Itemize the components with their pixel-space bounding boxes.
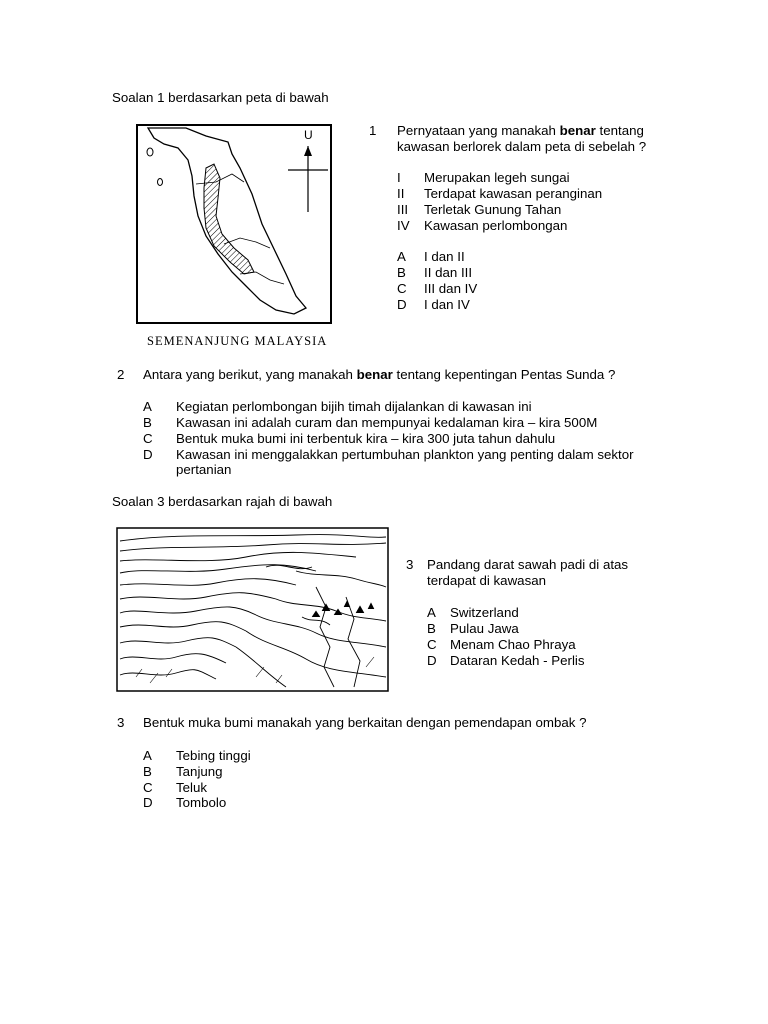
q3a-option-text: Pulau Jawa [450, 621, 519, 636]
q1-statement-roman: I [397, 170, 401, 185]
q1-option-text: III dan IV [424, 281, 478, 296]
q3b-option-letter: C [143, 780, 153, 795]
q1-option-letter: A [397, 249, 406, 264]
q1-stem-line2: kawasan berlorek dalam peta di sebelah ? [397, 139, 647, 154]
north-label: U [304, 128, 313, 142]
q1-option-letter: B [397, 265, 406, 280]
map-drawing [136, 124, 332, 324]
terrace-drawing [116, 527, 389, 692]
q3b-option-text: Tebing tinggi [176, 748, 251, 763]
q2-option-letter: D [143, 447, 153, 462]
q1-option-letter: D [397, 297, 407, 312]
island [147, 148, 153, 156]
q3b-option-text: Teluk [176, 780, 208, 795]
q1-stem-pre: Pernyataan yang manakah [397, 123, 560, 138]
q2-option-text: Kegiatan perlombongan bijih timah dijalankan di kawasan ini [176, 399, 532, 414]
q3b-number: 3 [117, 715, 125, 730]
q2-option-text: Bentuk muka bumi ini terbentuk kira – kira 300 juta tahun dahulu [176, 431, 556, 446]
rice-terrace-illustration [116, 527, 389, 692]
q2-option-letter: C [143, 431, 153, 446]
q2-option-letter: B [143, 415, 152, 430]
q3a-option-letter: B [427, 621, 436, 636]
q1-option-text: I dan II [424, 249, 465, 264]
q1-option-text: I dan IV [424, 297, 470, 312]
q2-stem-post: tentang kepentingan Pentas Sunda ? [392, 367, 616, 382]
q2-stem [143, 367, 615, 383]
q1-option-letter: C [397, 281, 407, 296]
peninsula-outline [148, 128, 306, 314]
section3-intro: Soalan 3 berdasarkan rajah di bawah [112, 494, 333, 509]
map-caption: SEMENANJUNG MALAYSIA [147, 334, 328, 348]
q2-option-text: Kawasan ini adalah curam dan mempunyai kedalaman kira – kira 500M [176, 415, 598, 430]
q3b-option-letter: A [143, 748, 152, 763]
q1-statement-roman: II [397, 186, 405, 201]
q3b-option-text: Tanjung [176, 764, 223, 779]
q1-stem-post: tentang [595, 123, 644, 138]
section1-intro: Soalan 1 berdasarkan peta di bawah [112, 90, 329, 105]
q2-number: 2 [117, 367, 125, 382]
q2-option-letter: A [143, 399, 152, 414]
q2-stem-pre: Antara yang berikut, yang manakah [143, 367, 357, 382]
north-arrow-head [304, 146, 312, 156]
q3b-option-letter: D [143, 795, 153, 810]
q3b-option-letter: B [143, 764, 152, 779]
q2-option-text: Kawasan ini menggalakkan pertumbuhan plankton yang penting dalam sektor [176, 447, 634, 462]
q2-option-text-cont: pertanian [176, 462, 232, 477]
q1-statement-text: Kawasan perlombongan [424, 218, 568, 233]
q3a-option-letter: D [427, 653, 437, 668]
q1-option-text: II dan III [424, 265, 473, 280]
q3a-option-letter: A [427, 605, 436, 620]
q3a-option-letter: C [427, 637, 437, 652]
q3a-option-text: Dataran Kedah - Perlis [450, 653, 585, 668]
q3a-stem-line2: terdapat di kawasan [427, 573, 547, 588]
q1-statement-text: Merupakan legeh sungai [424, 170, 570, 185]
q3a-stem-line1: Pandang darat sawah padi di atas [427, 557, 629, 572]
q1-stem-line1 [397, 123, 644, 139]
q3a-option-text: Switzerland [450, 605, 519, 620]
q1-statement-roman: III [397, 202, 409, 217]
q3a-option-text: Menam Chao Phraya [450, 637, 576, 652]
q3b-option-text: Tombolo [176, 795, 227, 810]
q1-statement-roman: IV [397, 218, 410, 233]
q1-statement-text: Terletak Gunung Tahan [424, 202, 562, 217]
q3b-stem: Bentuk muka bumi manakah yang berkaitan dengan pemendapan ombak ? [143, 715, 587, 730]
q1-number: 1 [369, 123, 377, 138]
q1-statement-text: Terdapat kawasan peranginan [424, 186, 603, 201]
island [158, 179, 163, 186]
peninsular-malaysia-map [136, 124, 332, 324]
q2-stem-bold: benar [356, 367, 393, 382]
q1-stem-bold: benar [559, 123, 596, 138]
q3a-number: 3 [406, 557, 414, 572]
